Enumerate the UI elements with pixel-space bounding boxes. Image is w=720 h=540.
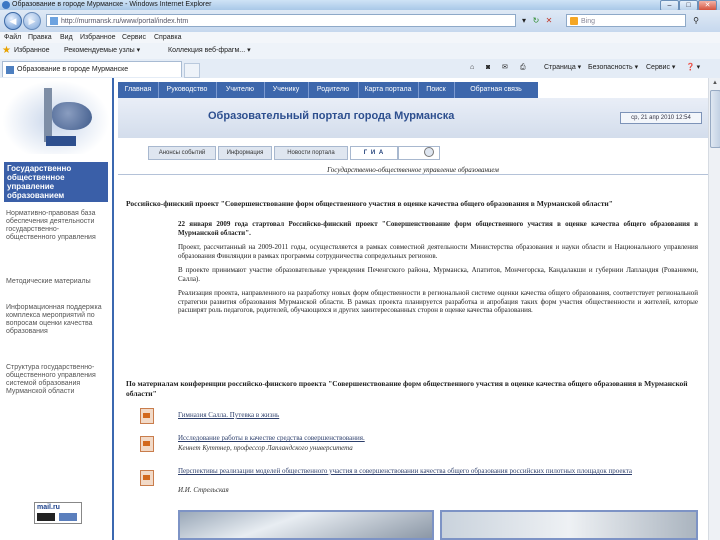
search-placeholder: Bing [581,18,596,25]
document-link[interactable]: Перспективы реализации моделей общественного участия в совершенствовании качества общего образования российских пилотных площадок проекта [178,467,632,475]
article-paragraph: Реализация проекта, направленного на разработку новых форм общественности в региональной системе оценки качества общего образования, соответствует региональной стратегии развития образования Мурманской области. В рамках проекта планируется разработка и апробация таких форм участия общественности и жителей, которые расширят роль педагогов, родителей, обучающихся и других заинтересованных сторон в оценке качества образования. [178,289,698,314]
mail-icon[interactable]: ✉ [502,64,508,71]
search-input[interactable] [566,14,686,27]
nav-student[interactable]: Ученику [264,82,309,98]
favorites-button[interactable]: Избранное [14,47,50,54]
counter-label: mail.ru [37,504,60,511]
tab-title: Образование в городе Мурманске [17,66,129,73]
url-text: http://murmansk.ru/www/portal/index.htm [61,18,189,25]
suggested-sites-link[interactable]: Рекомендуемые узлы ▾ [64,47,141,54]
sidebar-link-normative[interactable]: Нормативно-правовая база обеспечения деятельности государственно-общественного управления [6,210,96,241]
menu-edit[interactable]: Правка [28,34,52,41]
address-input[interactable] [46,14,516,27]
sidebar-link-info-support[interactable]: Информационная поддержка комплекса мероприятий по вопросам оценки качества образования [6,304,102,335]
sidebar-heading[interactable]: Государственно общественное управление образованием [4,162,108,202]
article-paragraph: В проекте принимают участие образовательные учреждения Печенгского района, Мурманска, Апатитов, Мончегорска, Кандалакши и губернии Лапландия (Рованиеми, Салла). [178,266,698,283]
materials-heading: По материалам конференции российско-финского проекта "Совершенствование форм общественного участия в оценке качества общего образования в Мурманской области" [126,379,688,398]
document-icon[interactable] [140,408,154,424]
nav-sitemap[interactable]: Карта портала [358,82,419,98]
tools-menu[interactable]: Сервис ▾ [646,64,676,71]
search-icon[interactable]: ⚲ [693,16,699,25]
scroll-thumb[interactable] [710,90,720,148]
nav-home[interactable]: Главная [118,82,159,98]
window-titlebar [0,0,720,10]
refresh-icon[interactable]: ↻ [532,16,540,25]
nav-management[interactable]: Руководство [158,82,217,98]
print-icon[interactable]: ⎙ [520,64,526,71]
content-tabs [148,144,448,160]
rss-icon[interactable]: ◙ [486,64,491,71]
site-top-nav [118,82,538,98]
safety-menu[interactable]: Безопасность ▾ [588,64,639,71]
close-window-button[interactable]: ✕ [698,0,717,11]
favorites-star-icon: ★ [2,45,11,56]
date-display: ср, 21 апр 2010 12:54 [620,112,702,124]
minimize-button[interactable]: – [660,0,679,11]
photo-thumbnail[interactable] [440,510,698,540]
document-icon[interactable] [140,436,154,452]
article-heading: Российско-финский проект "Совершенствование форм общественного участия в оценке качества общего образования в Мурманской области" [126,199,613,208]
tab-announcements[interactable]: Анонсы событий [148,146,216,160]
vertical-scrollbar[interactable] [708,78,720,540]
counter-bar [59,513,77,521]
menu-view[interactable]: Вид [60,34,73,41]
stop-icon[interactable]: ✕ [545,16,553,25]
document-author: Кеннет Куттнер, профессор Лапландского университета [178,444,353,452]
nav-teacher[interactable]: Учителю [216,82,265,98]
magnifier-icon[interactable] [424,147,434,157]
maximize-button[interactable]: □ [679,0,698,11]
document-link[interactable]: Гимназия Салла. Путевка в жизнь [178,411,280,419]
bing-icon [570,17,578,25]
article-paragraph: Проект, рассчитанный на 2009-2011 годы, осуществляется в рамках совместной деятельности Министерства образования и науки области и Национального управления образования Финляндии в рамках программы сотрудничества сопредельных регионов. [178,243,698,260]
dropdown-icon[interactable]: ▾ [521,16,526,25]
page-menu[interactable]: Страница ▾ [544,64,582,71]
window-title: Образование в городе Мурманске - Windows Internet Explorer [12,1,212,8]
site-logo[interactable] [2,80,110,154]
forward-button[interactable]: ▶ [23,12,41,30]
article-body [178,220,698,321]
web-slice-gallery-link[interactable]: Коллекция веб-фрагм... ▾ [168,47,251,54]
menu-favorites[interactable]: Избранное [80,34,116,41]
banner-title: Образовательный портал города Мурманска [208,110,455,122]
photo-thumbnail[interactable] [178,510,434,540]
site-banner [118,98,710,138]
article-paragraph: 22 января 2009 года стартовал Российско-финский проект "Совершенствование форм общественного участия в оценке качества общего образования в Мурманской области". [178,220,698,237]
page-viewport [0,78,720,540]
new-tab-button[interactable] [184,63,200,78]
menu-help[interactable]: Справка [154,34,182,41]
nav-feedback[interactable]: Обратная связь [470,86,522,93]
menu-tools[interactable]: Сервис [122,34,146,41]
browser-tab[interactable] [2,61,182,77]
home-icon[interactable]: ⌂ [470,64,475,71]
logo-map-shape [52,102,92,130]
photo-strip [178,510,698,540]
nav-search[interactable]: Поиск [418,82,455,98]
divider [118,174,708,175]
nav-parent[interactable]: Родителю [308,82,359,98]
counter-bar [37,513,55,521]
favorites-bar [0,43,720,60]
tab-portal-news[interactable]: Новости портала [274,146,348,160]
logo-base [46,136,76,146]
sidebar-link-structure[interactable]: Структура государственно-общественного управления системой образования Мурманской области [6,364,96,395]
tab-information[interactable]: Информация [218,146,272,160]
site-sidebar [0,78,114,540]
document-author: И.И. Стрельская [178,486,229,494]
help-menu[interactable]: ❓ ▾ [686,64,701,71]
sidebar-link-methodical[interactable]: Методические материалы [6,278,91,285]
section-subheading: Государственно-общественное управление образованием [327,166,499,174]
back-button[interactable]: ◀ [4,12,22,30]
tab-favicon [6,66,14,74]
menu-file[interactable]: Файл [4,34,22,41]
page-icon [50,17,58,25]
logo-column [44,88,52,142]
ie-logo-icon [2,1,10,9]
mailru-counter[interactable] [34,502,82,524]
scroll-up-icon[interactable]: ▲ [712,80,718,86]
document-icon[interactable] [140,470,154,486]
document-link[interactable]: Исследование работы в качестве средства совершенствования. [178,434,365,442]
address-toolbar [0,10,720,32]
tab-gia[interactable]: Г И А [350,146,398,160]
